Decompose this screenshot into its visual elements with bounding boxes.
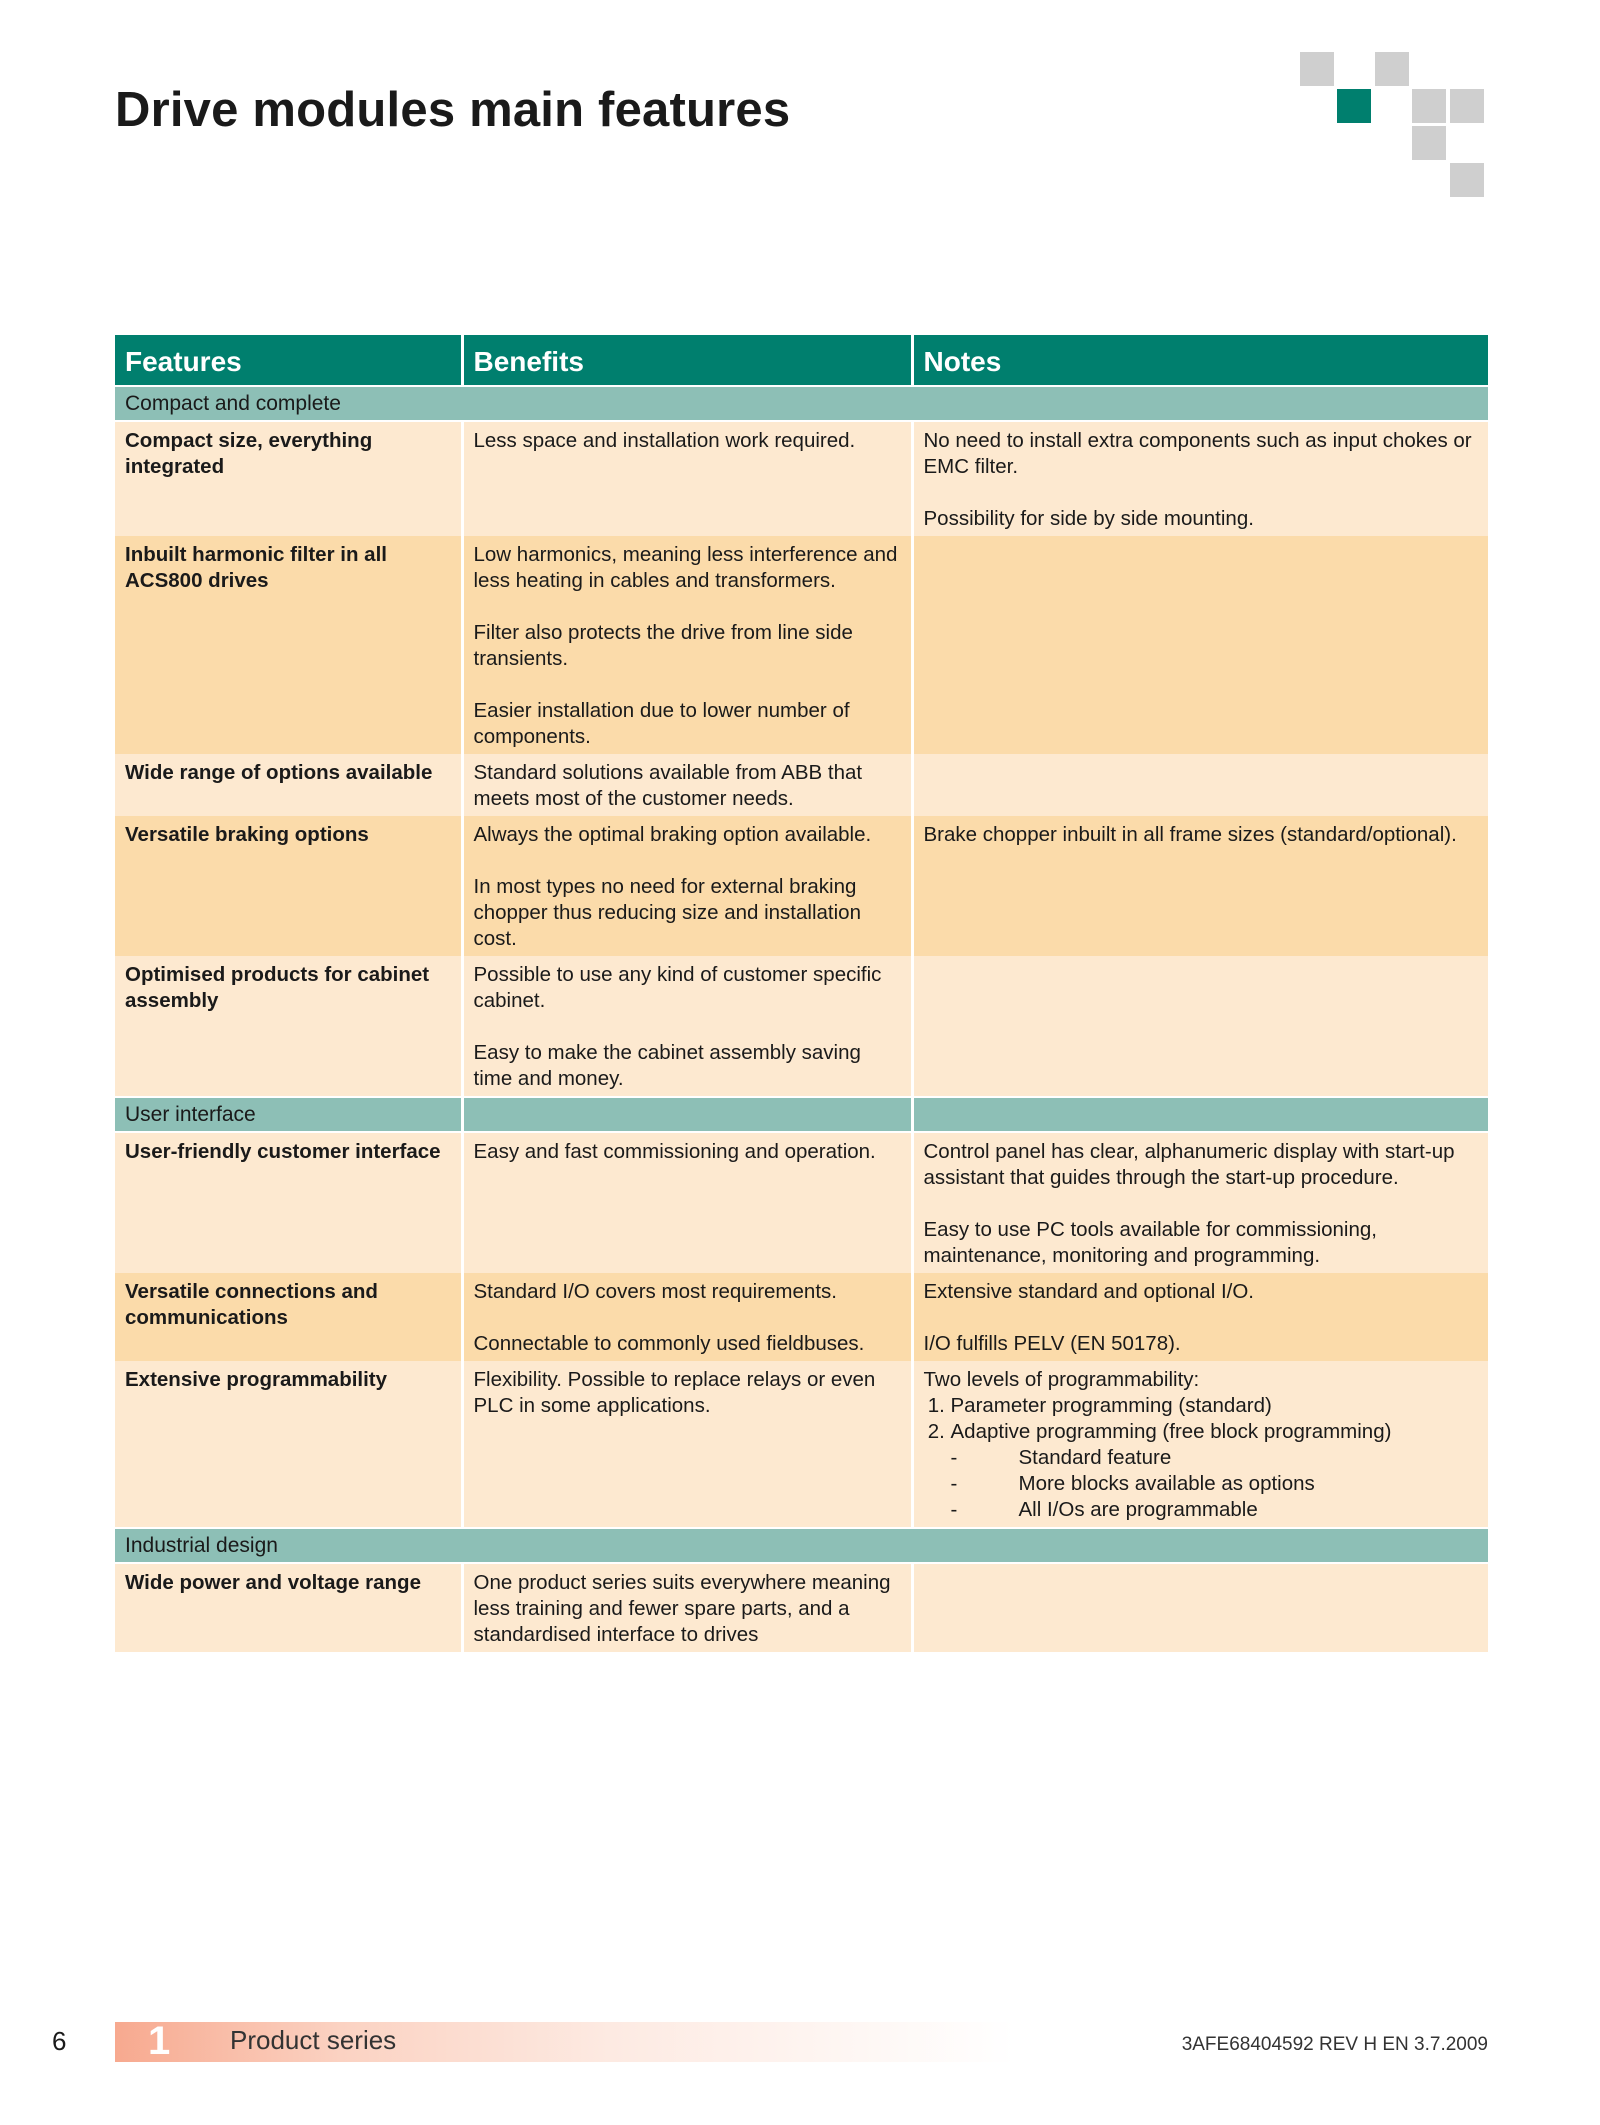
table-row bbox=[115, 816, 1488, 956]
benefits-cell bbox=[462, 1563, 912, 1652]
decorative-squares bbox=[1300, 52, 1490, 202]
benefits-cell bbox=[462, 816, 912, 956]
section-spacer bbox=[462, 1097, 912, 1132]
header-features: Features bbox=[115, 335, 462, 386]
notes-cell bbox=[912, 1563, 1488, 1652]
benefit-text: Connectable to commonly used fieldbuses. bbox=[473, 1332, 865, 1355]
list-item: - Standard feature bbox=[950, 1446, 1172, 1469]
benefits-cell bbox=[462, 956, 912, 1097]
notes-cell bbox=[912, 1132, 1488, 1273]
notes-cell bbox=[912, 421, 1488, 536]
table-row bbox=[115, 421, 1488, 536]
benefit-text: Flexibility. Possible to replace relays or even PLC in some applications. bbox=[473, 1368, 876, 1417]
note-intro: Two levels of programmability: bbox=[923, 1368, 1200, 1391]
note-text: Possibility for side by side mounting. bbox=[923, 507, 1254, 530]
note-text: Control panel has clear, alphanumeric display with start-up assistant that guides through the start-up procedure. bbox=[923, 1140, 1455, 1189]
sublist-text: Standard feature bbox=[1018, 1446, 1172, 1469]
feature-cell: Extensive programmability bbox=[115, 1361, 462, 1528]
benefits-cell bbox=[462, 754, 912, 816]
header-notes: Notes bbox=[912, 335, 1488, 386]
note-text: I/O fulfills PELV (EN 50178). bbox=[923, 1332, 1181, 1355]
table-row bbox=[115, 754, 1488, 816]
benefit-text: Possible to use any kind of customer specific cabinet. bbox=[473, 963, 882, 1012]
section-spacer bbox=[912, 1097, 1488, 1132]
deco-square bbox=[1450, 89, 1484, 123]
benefits-cell bbox=[462, 536, 912, 754]
list-item: - All I/Os are programmable bbox=[950, 1498, 1258, 1521]
deco-square bbox=[1412, 89, 1446, 123]
page-title: Drive modules main features bbox=[115, 83, 791, 137]
notes-cell bbox=[912, 816, 1488, 956]
table-header-row bbox=[115, 335, 1488, 386]
feature-cell: Wide range of options available bbox=[115, 754, 462, 816]
deco-square-accent bbox=[1337, 89, 1371, 123]
benefit-text: Easy and fast commissioning and operation. bbox=[473, 1140, 876, 1163]
table-row bbox=[115, 1132, 1488, 1273]
feature-cell: Wide power and voltage range bbox=[115, 1563, 462, 1652]
notes-cell bbox=[912, 536, 1488, 754]
table-row bbox=[115, 1361, 1488, 1528]
list-item: 1. Parameter programming (standard) bbox=[951, 1393, 1479, 1419]
notes-cell bbox=[912, 956, 1488, 1097]
deco-square bbox=[1375, 52, 1409, 86]
feature-cell: Versatile connections and communications bbox=[115, 1273, 462, 1361]
section-row bbox=[115, 386, 1488, 421]
chapter-number: 1 bbox=[148, 2019, 171, 2063]
benefits-cell bbox=[462, 1132, 912, 1273]
table-row bbox=[115, 536, 1488, 754]
deco-square bbox=[1412, 126, 1446, 160]
benefit-text: In most types no need for external braking chopper thus reducing size and installation cost. bbox=[473, 875, 861, 950]
sublist-text: More blocks available as options bbox=[1018, 1472, 1315, 1495]
programmability-list bbox=[924, 1393, 1479, 1445]
benefit-text: Always the optimal braking option available. bbox=[473, 823, 872, 846]
benefit-text: Low harmonics, meaning less interference and less heating in cables and transformers. bbox=[473, 543, 898, 592]
note-text: No need to install extra components such as input chokes or EMC filter. bbox=[923, 429, 1472, 478]
feature-cell: Inbuilt harmonic filter in all ACS800 drives bbox=[115, 536, 462, 754]
table-row bbox=[115, 1273, 1488, 1361]
adaptive-sublist bbox=[924, 1445, 1479, 1523]
note-text: Extensive standard and optional I/O. bbox=[923, 1280, 1254, 1303]
list-item: 2. Adaptive programming (free block programming) bbox=[951, 1419, 1479, 1445]
table-row bbox=[115, 956, 1488, 1097]
list-item: - More blocks available as options bbox=[950, 1472, 1315, 1495]
feature-cell: Versatile braking options bbox=[115, 816, 462, 956]
section-row bbox=[115, 1528, 1488, 1563]
benefit-text: One product series suits everywhere meaning less training and fewer spare parts, and a standardised interface to drives bbox=[473, 1571, 891, 1646]
notes-cell bbox=[912, 1273, 1488, 1361]
benefits-cell bbox=[462, 1273, 912, 1361]
notes-cell bbox=[912, 1361, 1488, 1528]
features-table bbox=[115, 335, 1488, 1652]
feature-cell: User-friendly customer interface bbox=[115, 1132, 462, 1273]
benefit-text: Easy to make the cabinet assembly saving time and money. bbox=[473, 1041, 861, 1090]
notes-cell bbox=[912, 754, 1488, 816]
section-title: User interface bbox=[115, 1097, 462, 1132]
section-row bbox=[115, 1097, 1488, 1132]
deco-square bbox=[1300, 52, 1334, 86]
benefit-text: Easier installation due to lower number of components. bbox=[473, 699, 850, 748]
deco-square bbox=[1450, 163, 1484, 197]
section-title: Industrial design bbox=[115, 1528, 1488, 1563]
benefit-text: Filter also protects the drive from line side transients. bbox=[473, 621, 853, 670]
chapter-name: Product series bbox=[230, 2025, 397, 2055]
table-row bbox=[115, 1563, 1488, 1652]
document-code: 3AFE68404592 REV H EN 3.7.2009 bbox=[1181, 2034, 1488, 2055]
header-benefits: Benefits bbox=[462, 335, 912, 386]
benefits-cell bbox=[462, 421, 912, 536]
note-text: Brake chopper inbuilt in all frame sizes (standard/optional). bbox=[923, 823, 1457, 846]
sublist-text: All I/Os are programmable bbox=[1018, 1498, 1258, 1521]
benefit-text: Less space and installation work required. bbox=[473, 429, 856, 452]
feature-cell: Compact size, everything integrated bbox=[115, 421, 462, 536]
feature-cell: Optimised products for cabinet assembly bbox=[115, 956, 462, 1097]
benefit-text: Standard I/O covers most requirements. bbox=[473, 1280, 837, 1303]
page-number: 6 bbox=[52, 2026, 67, 2056]
benefit-text: Standard solutions available from ABB that meets most of the customer needs. bbox=[473, 761, 863, 810]
benefits-cell bbox=[462, 1361, 912, 1528]
section-title: Compact and complete bbox=[115, 386, 1488, 421]
note-text: Easy to use PC tools available for commissioning, maintenance, monitoring and programming. bbox=[923, 1218, 1377, 1267]
